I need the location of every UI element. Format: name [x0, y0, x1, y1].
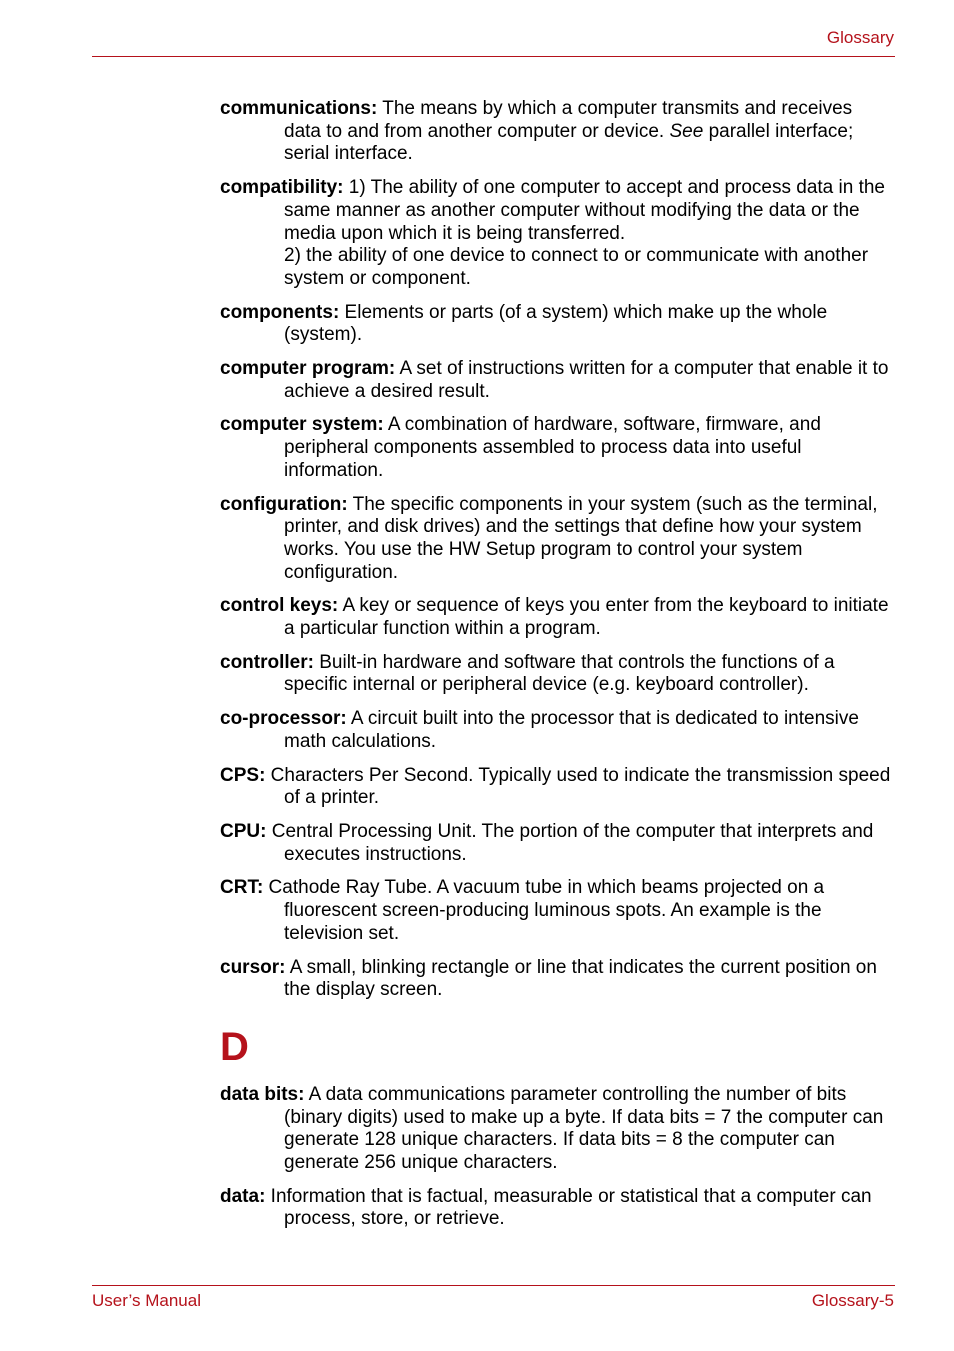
glossary-term: co-processor:	[220, 708, 347, 730]
glossary-term: computer system:	[220, 414, 384, 436]
glossary-definition: 1) The ability of one computer to accept and process data in the same manner as another computer without modifying the data or the media upon which it is being transferred.	[284, 177, 885, 244]
glossary-term: CPU:	[220, 820, 267, 842]
glossary-term: data:	[220, 1185, 266, 1207]
glossary-definition: Information that is factual, measurable or statistical that a computer can process, store, or retrieve.	[265, 1185, 872, 1230]
header-rule	[92, 56, 895, 57]
glossary-entry-cps	[220, 765, 894, 810]
glossary-definition-cont: parallel interface; serial interface.	[284, 120, 854, 165]
see-reference: See	[669, 120, 704, 142]
glossary-entry-control-keys	[220, 595, 894, 640]
glossary-entry-cpu	[220, 821, 894, 866]
page-number: Glossary-5	[811, 1291, 894, 1310]
glossary-entry-cursor	[220, 957, 894, 1002]
glossary-entry-data	[220, 1186, 894, 1231]
glossary-definition: Cathode Ray Tube. A vacuum tube in which beams projected on a fluorescent screen-producing luminous spots. An example is the television set.	[263, 877, 825, 944]
glossary-entry-computer-system	[220, 414, 894, 482]
glossary-entry-controller	[220, 652, 894, 697]
footer-manual-title: User’s Manual	[92, 1291, 201, 1310]
glossary-definition: A data communications parameter controlling the number of bits (binary digits) used to make up a byte. If data bits = 7 the computer can generate 128 unique characters. If data bits = 8 the computer can generate 256 unique characters.	[284, 1083, 884, 1174]
glossary-term: cursor:	[220, 956, 286, 978]
glossary-definition: Elements or parts (of a system) which make up the whole (system).	[284, 301, 828, 346]
footer-rule	[92, 1285, 895, 1286]
glossary-term: components:	[220, 301, 340, 323]
glossary-definition: A set of instructions written for a computer that enable it to achieve a desired result.	[284, 358, 889, 402]
glossary-term: compatibility:	[220, 177, 344, 199]
glossary-entry-compatibility	[220, 177, 894, 291]
glossary-term: CRT:	[220, 877, 264, 899]
glossary-term: data bits:	[220, 1083, 305, 1105]
glossary-definition: A combination of hardware, software, firmware, and peripheral components assembled to process data into useful information.	[284, 414, 821, 481]
glossary-entry-computer-program	[220, 358, 894, 403]
glossary-term: computer program:	[220, 358, 396, 380]
header-title: Glossary	[826, 28, 894, 47]
glossary-definition: A small, blinking rectangle or line that indicates the current position on the display screen.	[284, 956, 877, 1001]
glossary-entry-data-bits	[220, 1084, 894, 1175]
glossary-definition: A circuit built into the processor that is dedicated to intensive math calculations.	[284, 708, 859, 752]
glossary-definition: The means by which a computer transmits and receives data to and from another computer or device.	[284, 98, 853, 142]
glossary-definition: The specific components in your system (such as the terminal, printer, and disk drives) and the settings that define how your system works. You use the HW Setup program to control your system configuration.	[284, 493, 878, 583]
glossary-term: configuration:	[220, 493, 348, 515]
glossary-definition: Characters Per Second. Typically used to indicate the transmission speed of a printer.	[265, 764, 891, 809]
glossary-term: CPS:	[220, 764, 266, 786]
glossary-definition-second: 2) the ability of one device to connect to or communicate with another system or component.	[284, 245, 869, 289]
glossary-entry-co-processor	[220, 708, 894, 753]
glossary-entry-crt	[220, 877, 894, 945]
glossary-term: control keys:	[220, 595, 339, 617]
glossary-term: communications:	[220, 98, 378, 119]
glossary-term: controller:	[220, 651, 314, 673]
glossary-content	[220, 98, 894, 1242]
glossary-entry-components	[220, 302, 894, 347]
glossary-entry-configuration	[220, 494, 894, 585]
glossary-definition: Built-in hardware and software that controls the functions of a specific internal or peripheral device (e.g. keyboard controller).	[284, 651, 835, 696]
section-heading-d: D	[220, 1024, 249, 1069]
glossary-entry-communications	[220, 98, 894, 166]
glossary-definition: A key or sequence of keys you enter from the keyboard to initiate a particular function within a program.	[284, 595, 889, 640]
glossary-definition: Central Processing Unit. The portion of the computer that interprets and executes instructions.	[266, 820, 874, 865]
